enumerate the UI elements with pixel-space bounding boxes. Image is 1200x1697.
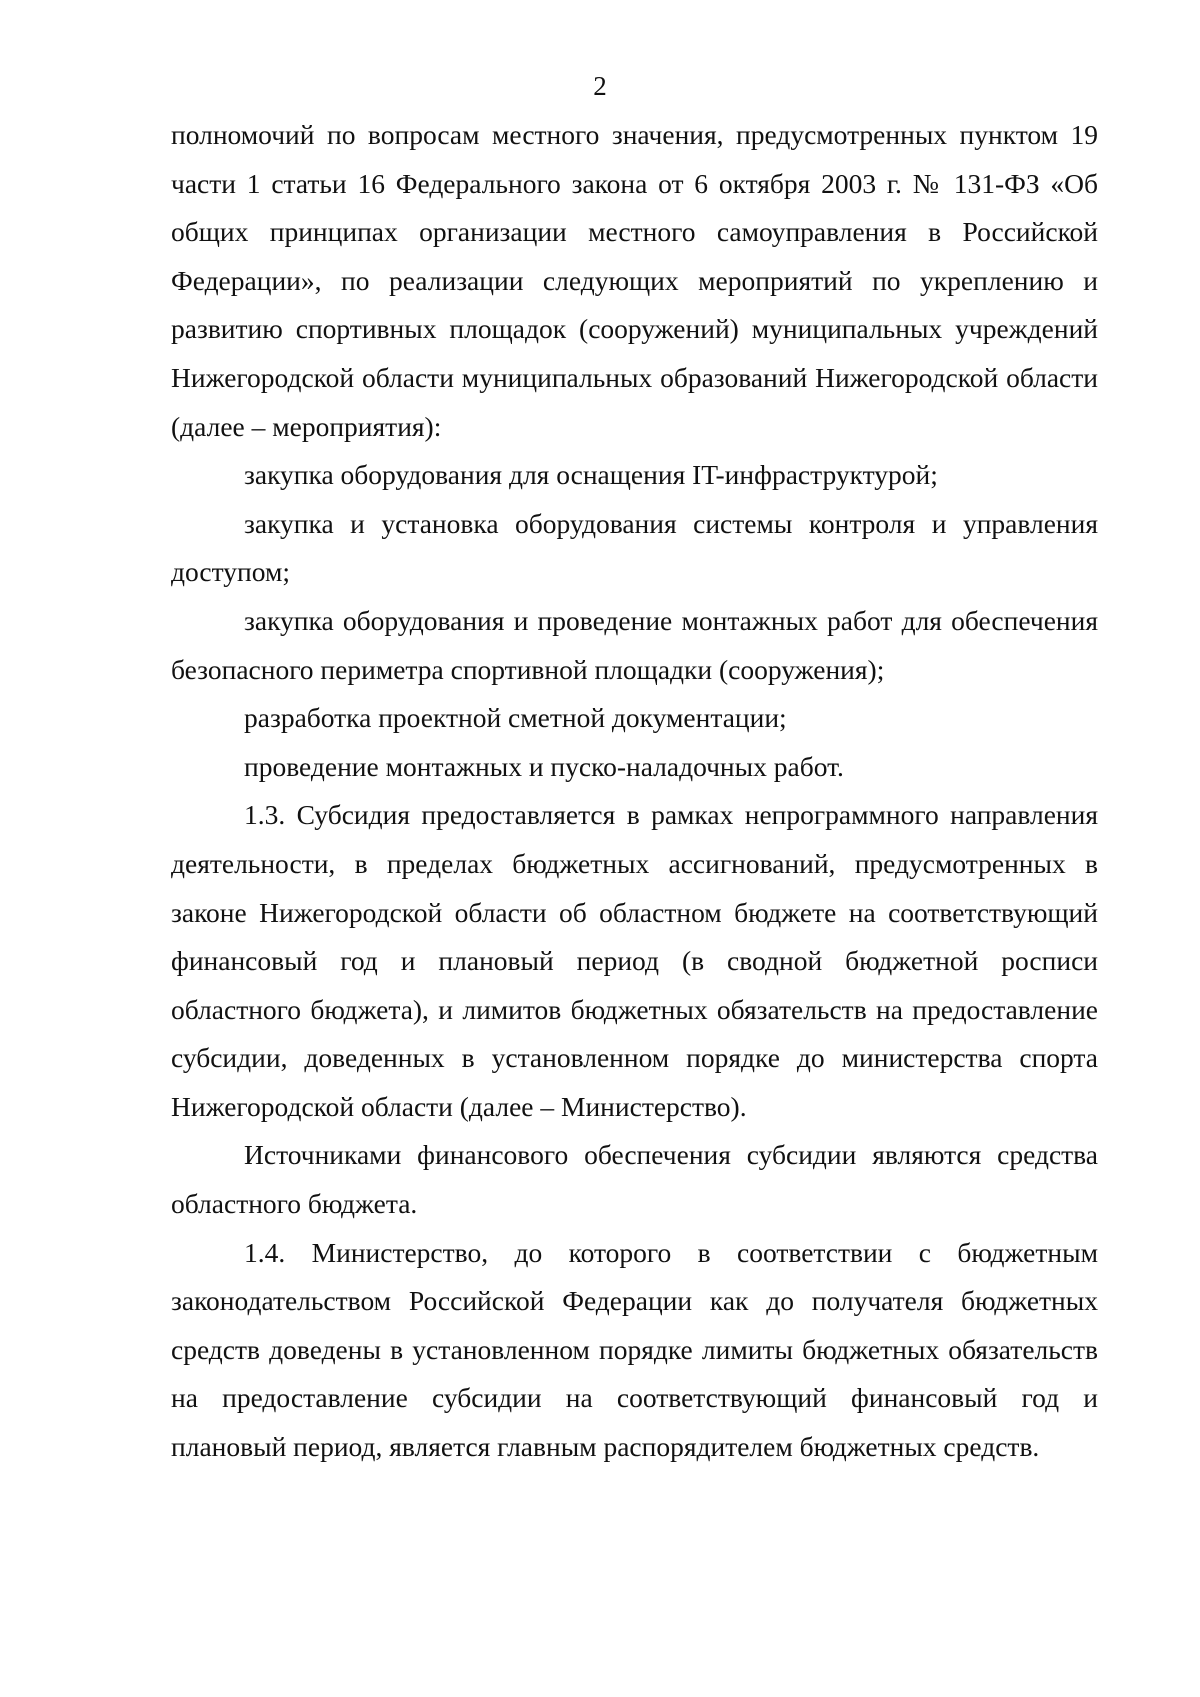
list-item-it-equipment: закупка оборудования для оснащения IT-инфраструктурой; bbox=[244, 459, 938, 491]
paragraph-funding-sources: Источниками финансового обеспечения субсидии являются средства областного бюджета. bbox=[171, 1139, 1098, 1220]
paragraph-section-1-4: 1.4. Министерство, до которого в соответствии с бюджетным законодательством Российской Федерации как до получателя бюджетных средств доведены в установленном порядке лимиты бюджетных обязательств на предоставление субсидии на соответствующий финансовый год и плановый период, является главным распорядителем бюджетных средств. bbox=[171, 1236, 1098, 1463]
list-item-design-documentation: разработка проектной сметной документации; bbox=[244, 702, 787, 734]
list-item-installation-works: проведение монтажных и пуско-наладочных работ. bbox=[244, 750, 844, 782]
list-item-perimeter-security: закупка оборудования и проведение монтажных работ для обеспечения безопасного периметра спортивной площадки (сооружения); bbox=[171, 604, 1098, 685]
paragraph-section-1-3: 1.3. Субсидия предоставляется в рамках непрограммного направления деятельности, в пределах бюджетных ассигнований, предусмотренных в законе Нижегородской области об областном бюджете на соответствующий финансовый год и плановый период (в сводной бюджетной росписи областного бюджета), и лимитов бюджетных обязательств на предоставление субсидии, доведенных в установленном порядке до министерства спорта Нижегородской области (далее – Министерство). bbox=[171, 799, 1098, 1122]
list-item-access-control: закупка и установка оборудования системы контроля и управления доступом; bbox=[171, 507, 1098, 588]
document-body bbox=[171, 111, 1098, 1472]
paragraph-continued-powers: полномочий по вопросам местного значения, предусмотренных пунктом 19 части 1 статьи 16 Федерального закона от 6 октября 2003 г. № 131-ФЗ «Об общих принципах организации местного самоуправления в Российской Федерации», по реализации следующих мероприятий по укреплению и развитию спортивных площадок (сооружений) муниципальных учреждений Нижегородской области муниципальных образований Нижегородской области (далее – мероприятия): bbox=[171, 119, 1098, 442]
page-number: 2 bbox=[593, 71, 607, 101]
